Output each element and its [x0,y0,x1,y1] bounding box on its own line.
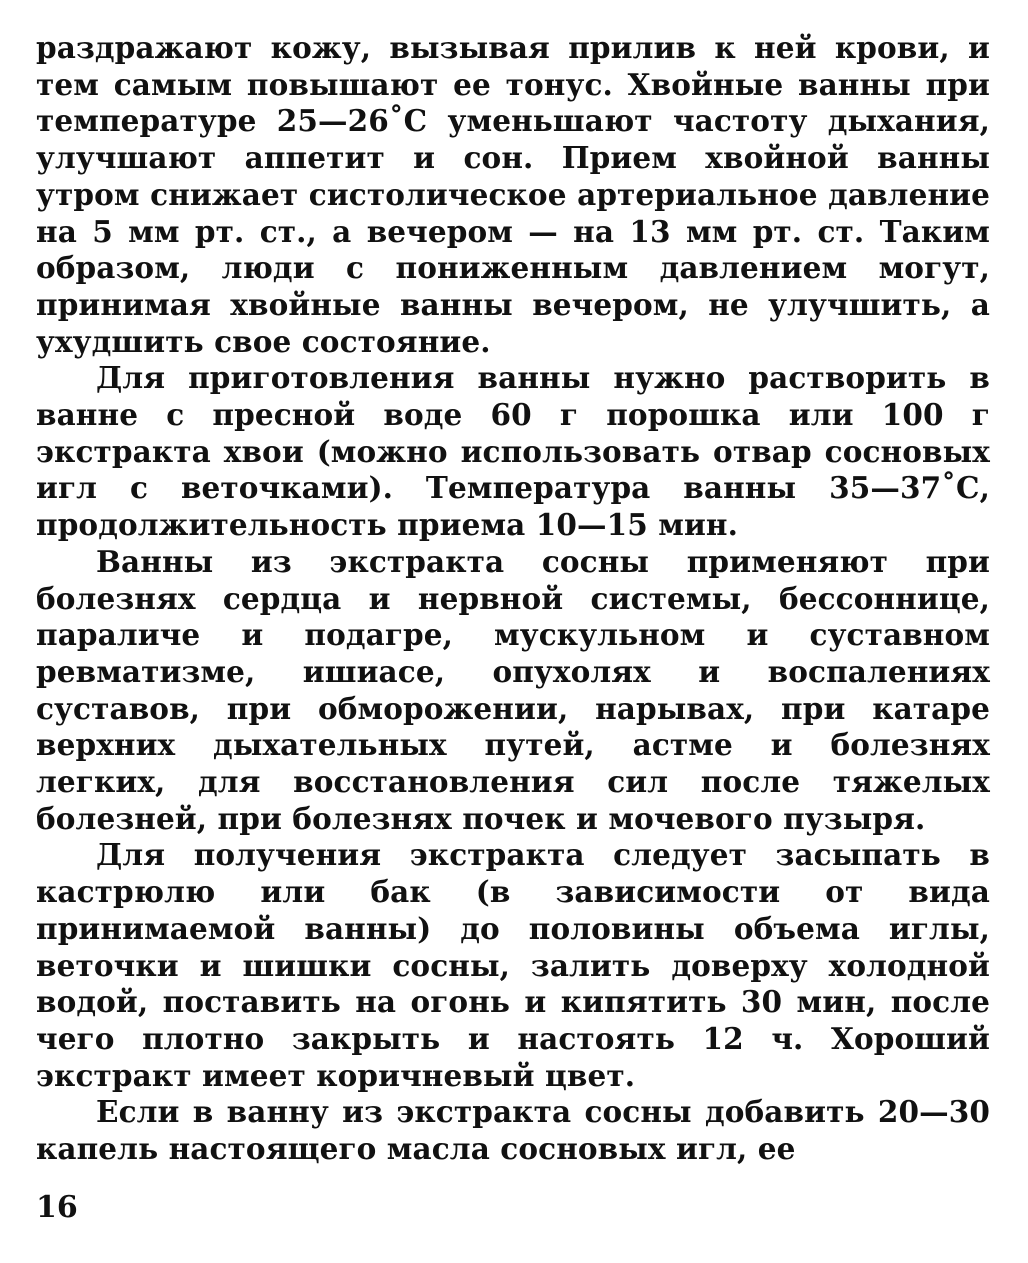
paragraph-3-lead: Ванны из экстракта сосны [96,543,650,579]
paragraph-3-body: применяют при болезнях сердца и нервной системы, бессоннице, параличе и подагре, мускульном и суставном ревматизме, ишиасе, опухолях и воспалениях суставов, при обморожении, нарывах, при катаре верхних дыхательных путей, астме и болезнях легких, для восстановления сил после тяжелых болезней, при болезнях почек и мочевого пузыря. [36,543,990,836]
paragraph-4: Для получения экстракта следует засыпать в кастрюлю или бак (в зависимости от вида принимаемой ванны) до половины объема иглы, веточки и шишки сосны, залить доверху холодной водой, поставить на огонь и кипятить 30 мин, после чего плотно закрыть и настоять 12 ч. Хороший экстракт имеет коричневый цвет. [36,837,990,1093]
paragraph-1: раздражают кожу, вызывая прилив к ней крови, и тем самым повышают ее тонус. Хвойные ванны при температуре 25—26˚С уменьшают частоту дыхания, улучшают аппетит и сон. Прием хвойной ванны утром снижает систолическое артериальное давление на 5 мм рт. ст., а вечером — на 13 мм рт. ст. Таким образом, люди с пониженным давлением могут, принимая хвойные ванны вечером, не улучшить, а ухудшить свое состояние. [36,30,990,359]
paragraph-2: Для приготовления ванны нужно растворить в ванне с пресной воде 60 г порошка или 100 г экстракта хвои (можно использовать отвар сосновых игл с веточками). Температура ванны 35—37˚С, продолжительность приема 10—15 мин. [36,360,990,543]
page-number: 16 [36,1190,78,1225]
paragraph-3 [36,544,990,838]
paragraph-5: Если в ванну из экстракта сосны добавить 20—30 капель настоящего масла сосновых игл, ее [36,1094,990,1167]
page-text [36,30,990,1168]
